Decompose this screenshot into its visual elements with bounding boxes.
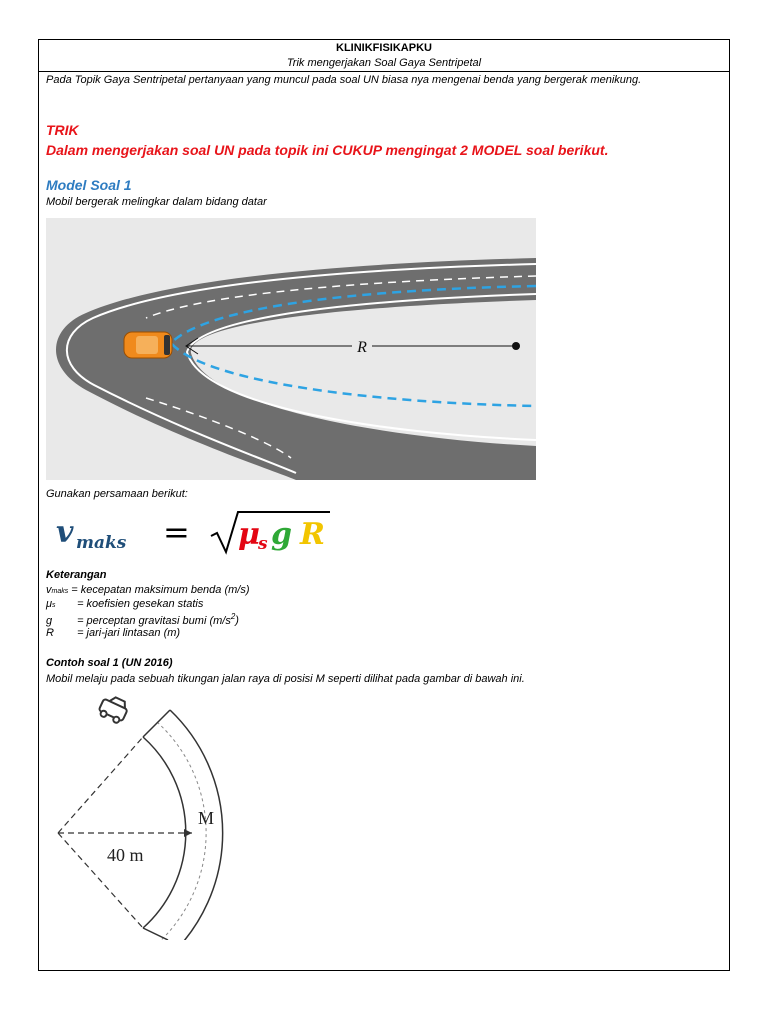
svg-text:s: s: [258, 534, 268, 554]
contoh-text: Mobil melaju pada sebuah tikungan jalan raya di posisi M seperti dilihat pada gambar di bawah ini.: [46, 673, 525, 685]
formula-vmaks: [46, 506, 346, 558]
doc-title: KLINIKFISIKAPKU: [336, 42, 432, 54]
arc-road-figure: [50, 690, 250, 940]
formula-intro: Gunakan persamaan berikut:: [46, 488, 188, 500]
radius-label: R: [357, 339, 367, 356]
model1-title: Model Soal 1: [46, 177, 132, 193]
label-M: M: [198, 808, 215, 828]
doc-subtitle: Trik mengerjakan Soal Gaya Sentripetal: [286, 57, 482, 69]
svg-text:R: R: [300, 517, 325, 552]
header-divider: [38, 71, 730, 72]
model1-desc: Mobil bergerak melingkar dalam bidang datar: [46, 196, 267, 208]
svg-text:v: v: [56, 515, 74, 550]
keterangan-row-R: R = jari-jari lintasan (m): [46, 627, 181, 639]
keterangan-row-v: vmaks = kecepatan maksimum benda (m/s): [46, 584, 250, 596]
svg-text:=: =: [163, 513, 190, 551]
contoh-title: Contoh soal 1 (UN 2016): [46, 657, 173, 669]
car-icon: [124, 332, 172, 358]
keterangan-row-mu: μs = koefisien gesekan statis: [46, 598, 204, 610]
label-40m: 40 m: [107, 845, 144, 865]
car-outline-icon: [97, 693, 130, 725]
trik-text: Dalam mengerjakan soal UN pada topik ini CUKUP mengingat 2 MODEL soal berikut.: [46, 142, 609, 158]
keterangan-row-g: g = perceptan gravitasi bumi $(m/s^2)$: [46, 612, 239, 627]
svg-text:μ: μ: [238, 517, 260, 552]
trik-label: TRIK: [46, 122, 79, 138]
road-curve-figure: [46, 218, 536, 480]
intro-paragraph: Pada Topik Gaya Sentripetal pertanyaan yang muncul pada soal UN biasa nya mengenai benda yang bergerak menikung.: [46, 74, 642, 86]
svg-text:g: g: [271, 517, 292, 552]
keterangan-title: Keterangan: [46, 569, 107, 581]
svg-text:maks: maks: [76, 533, 127, 553]
